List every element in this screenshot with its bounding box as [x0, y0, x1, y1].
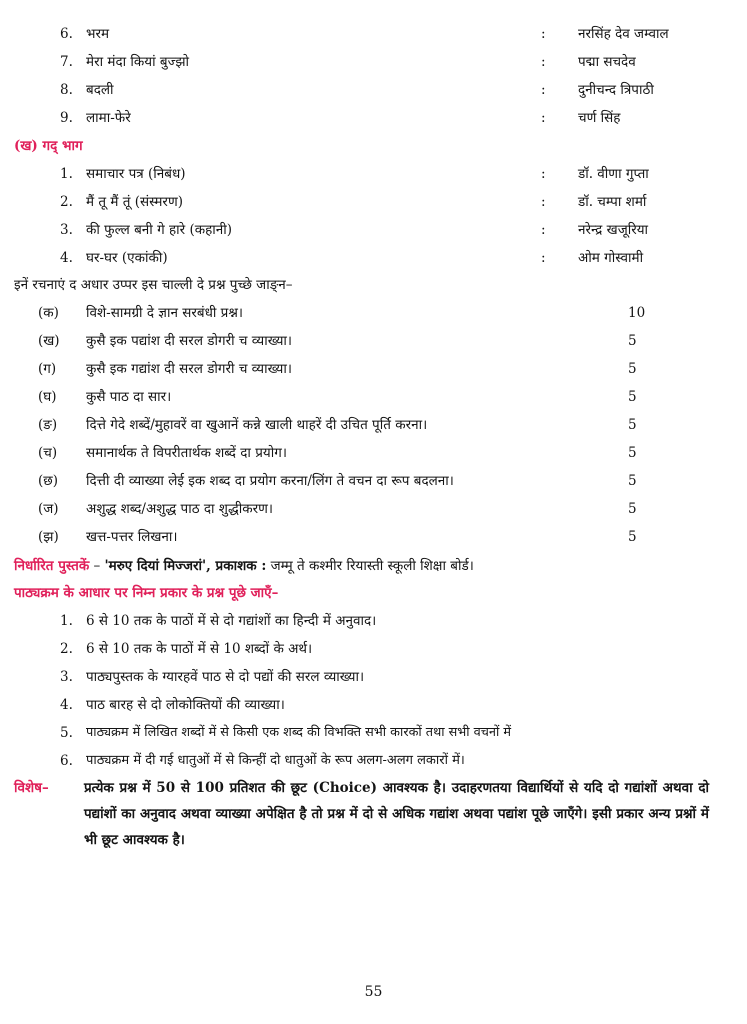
question-label: (झ) [38, 529, 59, 545]
work-row [0, 49, 747, 75]
question-row [0, 412, 747, 438]
work-colon: : [541, 194, 546, 210]
work-number: 1. [60, 166, 73, 182]
question-label: (घ) [38, 389, 57, 405]
work-colon: : [541, 54, 546, 70]
syllabus-row [0, 720, 747, 746]
work-number: 2. [60, 194, 73, 210]
syllabus-number: 3. [60, 669, 73, 685]
work-row [0, 161, 747, 187]
prescribed-book-title: 'मरुए दियां मिज्जरां', प्रकाशक : [104, 558, 267, 574]
question-text: कुसै पाठ दा सार। [86, 389, 172, 405]
question-row [0, 440, 747, 466]
question-text: कुसै इक गद्यांश दी सरल डोगरी च व्याख्या। [86, 361, 292, 377]
work-row [0, 77, 747, 103]
syllabus-text: पाठ्यक्रम में लिखित शब्दों में से किसी एक शब्द की विभक्ति सभी कारकों तथा सभी वचनों में [86, 725, 512, 740]
syllabus-row [0, 608, 747, 634]
work-colon: : [541, 166, 546, 182]
prescribed-book-publisher: जम्मू ते कश्मीर रियास्ती स्कूली शिक्षा बोर्ड। [266, 558, 474, 574]
work-row [0, 21, 747, 47]
work-colon: : [541, 222, 546, 238]
question-marks: 5 [628, 473, 637, 489]
prose-section-heading [0, 133, 747, 159]
question-label: (च) [38, 445, 58, 461]
syllabus-text: पाठ्यक्रम में दी गई धातुओं में से किन्हीं दो धातुओं के रूप अलग-अलग लकारों में। [86, 753, 465, 768]
work-author: पद्मा सचदेव [578, 54, 636, 70]
question-intro: इनें रचनाएं द अधार उप्पर इस चाल्ली दे प्रश्न पुच्छे जाङ्न– [14, 277, 293, 293]
question-label: (ख) [38, 333, 60, 349]
work-row [0, 189, 747, 215]
work-title: भरम [86, 26, 110, 42]
syllabus-text: 6 से 10 तक के पाठों में से 10 शब्दों के अर्थ। [86, 641, 313, 657]
question-row [0, 384, 747, 410]
question-text: कुसै इक पद्यांश दी सरल डोगरी च व्याख्या। [86, 333, 293, 349]
work-number: 6. [60, 26, 73, 42]
question-row [0, 328, 747, 354]
syllabus-number: 5. [60, 725, 73, 741]
question-marks: 5 [628, 361, 637, 377]
question-label: (क) [38, 305, 59, 321]
work-author: चर्ण सिंह [578, 110, 621, 126]
work-author: डॉ. चम्पा शर्मा [578, 194, 647, 210]
question-marks: 5 [628, 417, 637, 433]
question-marks: 5 [628, 389, 637, 405]
work-colon: : [541, 26, 546, 42]
prescribed-books-dash: – [89, 558, 105, 574]
page-number: 55 [364, 984, 383, 1000]
work-title: मेरा मंदा कियां बुज्झो [86, 54, 190, 70]
work-number: 7. [60, 54, 73, 70]
question-label: (ज) [38, 501, 59, 517]
question-text: समानार्थक ते विपरीतार्थक शब्दें दा प्रयोग। [86, 445, 287, 461]
question-text: खत्त-पत्तर लिखना। [86, 529, 178, 545]
work-number: 9. [60, 110, 73, 126]
work-title: बदली [86, 82, 114, 98]
question-text: विशे-सामग्री दे ज्ञान सरबंधी प्रश्न। [86, 305, 244, 321]
work-title: लामा-फेरे [86, 110, 131, 126]
question-marks: 5 [628, 529, 637, 545]
work-row [0, 245, 747, 271]
work-title: समाचार पत्र (निबंध) [86, 166, 186, 182]
question-text: दित्ती दी व्याख्या लेई इक शब्द दा प्रयोग करना/लिंग ते वचन दा रूप बदलना। [86, 473, 454, 489]
question-text: अशुद्ध शब्द/अशुद्ध पाठ दा शुद्धीकरण। [86, 501, 274, 517]
question-row [0, 300, 747, 326]
special-note-label: विशेष– [14, 780, 49, 796]
section-label: (ख) गद् भाग [14, 138, 83, 154]
work-title: की फुल्ल बनी गे हारे (कहानी) [86, 222, 233, 238]
prescribed-books-line [14, 553, 474, 579]
prescribed-books-label: निर्धारित पुस्तकें [14, 558, 90, 574]
work-number: 3. [60, 222, 73, 238]
question-marks: 5 [628, 333, 637, 349]
syllabus-text: 6 से 10 तक के पाठों में से दो गद्यांशों का हिन्दी में अनुवाद। [86, 613, 377, 629]
work-colon: : [541, 82, 546, 98]
syllabus-row [0, 636, 747, 662]
work-author: नरसिंह देव जम्वाल [578, 26, 669, 42]
question-label: (ग) [38, 361, 57, 377]
work-colon: : [541, 110, 546, 126]
syllabus-number: 2. [60, 641, 73, 657]
work-author: दुनीचन्द त्रिपाठी [578, 82, 654, 98]
syllabus-text: पाठ बारह से दो लोकोक्तियों की व्याख्या। [86, 697, 285, 713]
work-number: 4. [60, 250, 73, 266]
question-marks: 5 [628, 445, 637, 461]
question-row [0, 356, 747, 382]
syllabus-number: 6. [60, 753, 73, 769]
work-row [0, 217, 747, 243]
syllabus-heading: पाठ्यक्रम के आधार पर निम्न प्रकार के प्रश्न पूछे जाएँ– [14, 585, 279, 601]
syllabus-text: पाठ्यपुस्तक के ग्यारहवें पाठ से दो पद्यों की सरल व्याख्या। [86, 669, 365, 685]
question-text: दित्ते गेदे शब्दें/मुहावरें वा खुआनें कन्ने खाली थाहरें दी उचित पूर्ति करना। [86, 417, 428, 433]
syllabus-row [0, 664, 747, 690]
question-marks: 10 [628, 305, 646, 321]
work-author: ओम गोस्वामी [578, 250, 644, 266]
work-title: घर-घर (एकांकी) [86, 250, 168, 266]
work-author: डॉ. वीणा गुप्ता [578, 166, 649, 182]
question-row [0, 468, 747, 494]
question-marks: 5 [628, 501, 637, 517]
work-author: नरेन्द्र खजूरिया [578, 222, 649, 238]
special-note-text: प्रत्येक प्रश्न में 50 से 100 प्रतिशत की छूट (Choice) आवश्यक है। उदाहरणतया विद्यार्थियों से यदि दो गद्यांशों अथवा दो पद्यांशों का अनुवाद अथवा व्याख्या अपेक्षित है तो प्रश्न में दो से अधिक गद्यांश अथवा पद्यांश पूछे जाएँगे। इसी प्रकार अन्य प्रश्नों में भी छूट आवश्यक है। [84, 780, 709, 848]
work-title: मैं तू मैं तूं (संस्मरण) [86, 194, 183, 210]
syllabus-row [0, 748, 747, 774]
work-row [0, 105, 747, 131]
question-label: (ङ) [38, 417, 58, 433]
question-row [0, 524, 747, 550]
syllabus-number: 1. [60, 613, 73, 629]
question-row [0, 496, 747, 522]
syllabus-number: 4. [60, 697, 73, 713]
syllabus-row [0, 692, 747, 718]
question-label: (छ) [38, 473, 58, 489]
work-number: 8. [60, 82, 73, 98]
work-colon: : [541, 250, 546, 266]
